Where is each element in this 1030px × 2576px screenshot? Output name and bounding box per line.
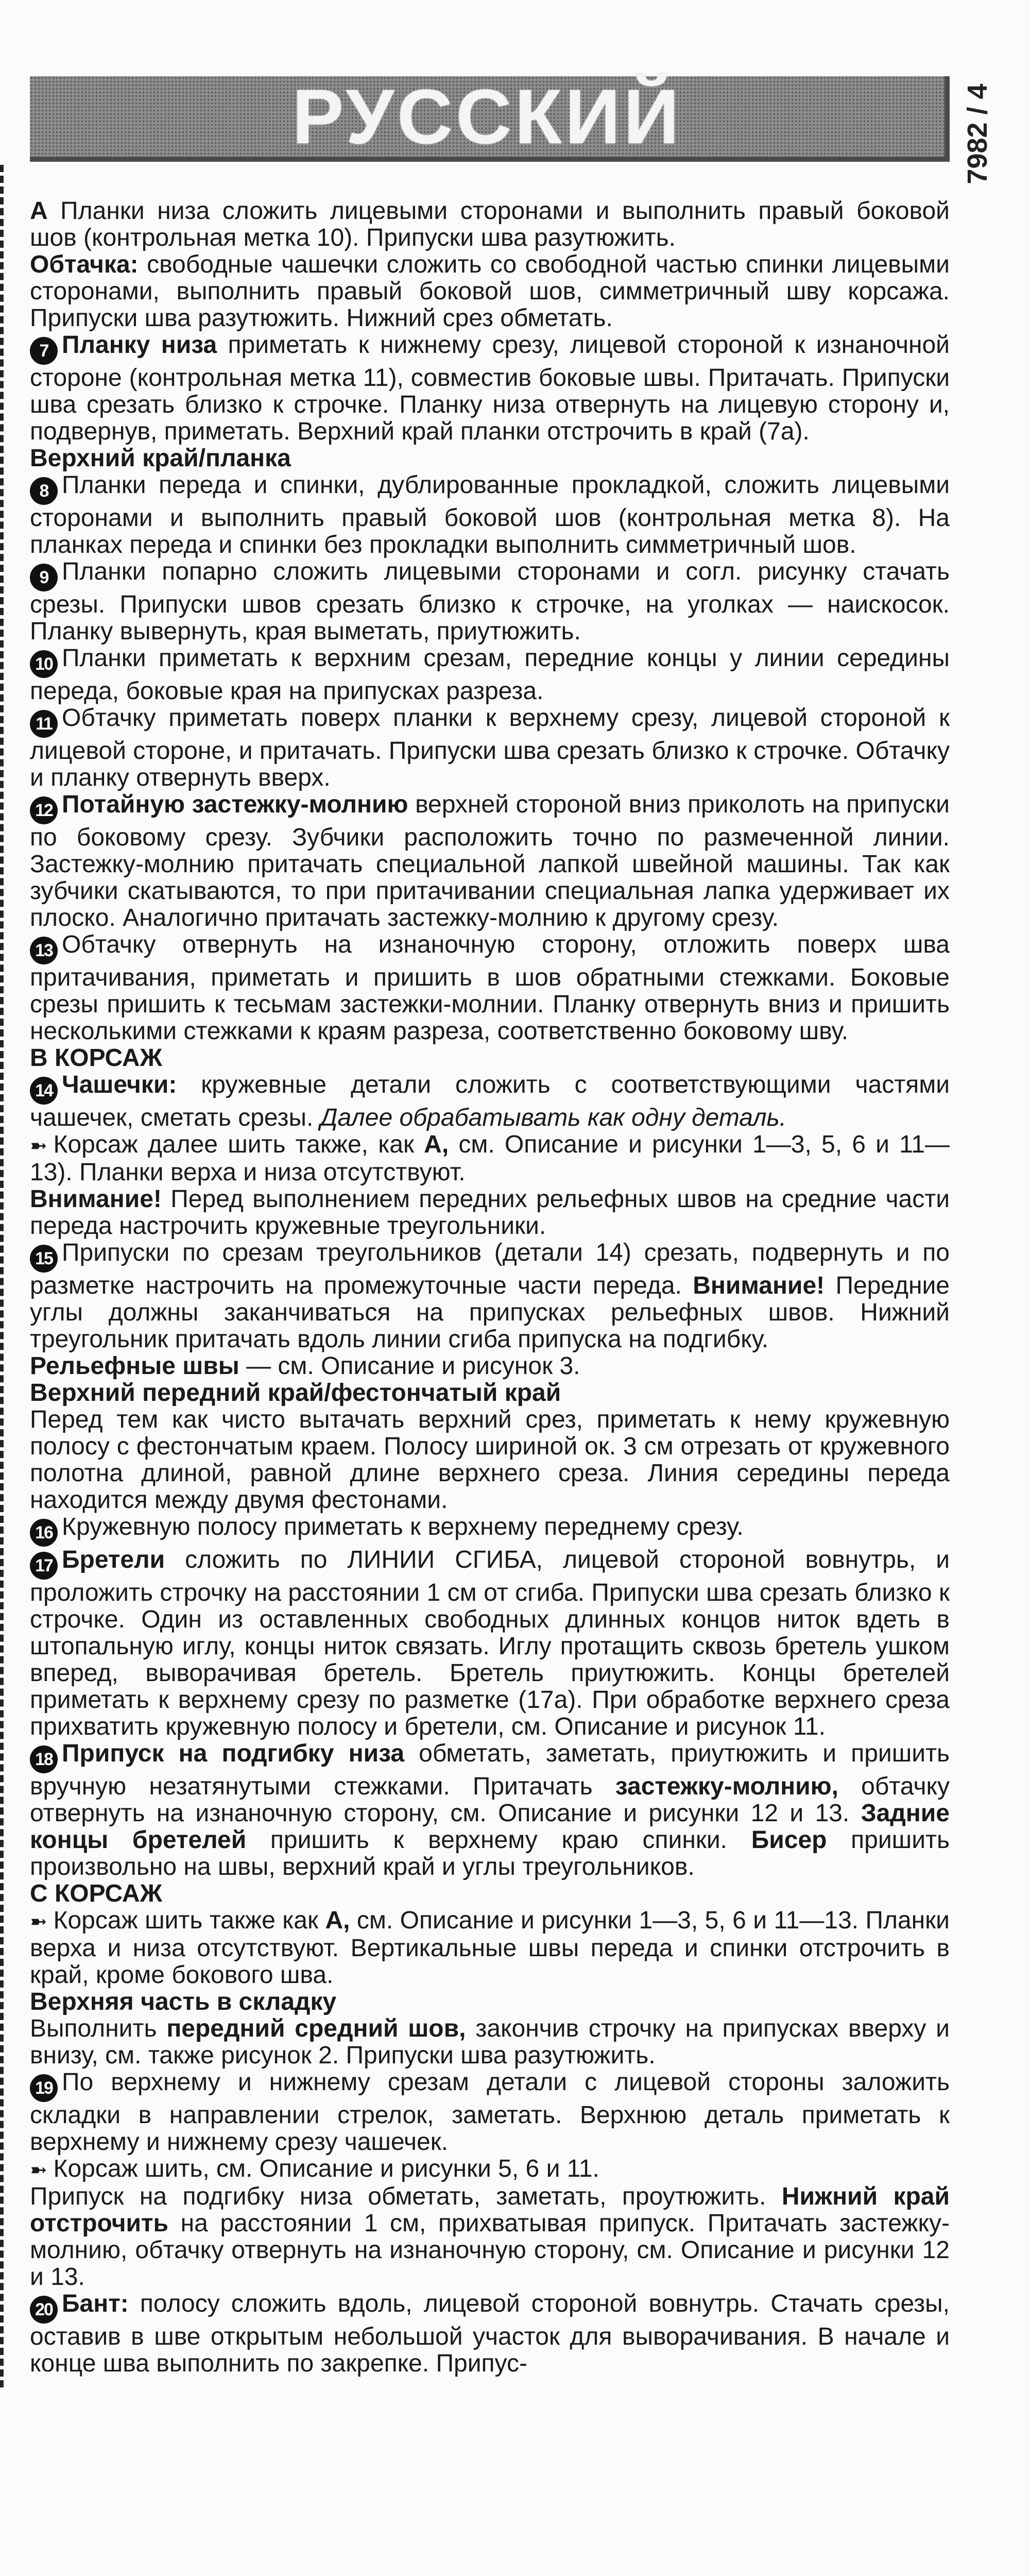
text-run: Припуск на подгибку низа обметать, заметать, проутюжить. <box>30 2183 782 2210</box>
step-number-badge: 15 <box>30 1245 58 1273</box>
text-run: С КОРСАЖ <box>30 1880 162 1907</box>
text-run: Корсаж шить, см. Описание и рисунки 5, 6 и 11. <box>53 2155 599 2182</box>
numbered-step <box>30 558 950 645</box>
text-run: Планки приметать к верхним срезам, передние концы у линии середины переда, боковые края на припусках разреза. <box>30 645 950 705</box>
bold-text: Бисер <box>751 1826 827 1854</box>
arrow-icon: ➼ <box>30 1910 47 1934</box>
step-number-badge: 10 <box>30 650 58 678</box>
text-run: свободные чашечки сложить со свободной частью спинки лицевыми сторонами, выполнить правый боковой шов, симметричный шву корсажа. Припуски шва разутюжить. Нижний срез обметать. <box>30 251 950 332</box>
text-run: см. Описание и рисунки 1—3, 5, 6 и 11—13). Планки верха и низа отсутствуют. <box>30 1131 950 1186</box>
paragraph <box>30 2015 950 2069</box>
numbered-step <box>30 2291 950 2377</box>
numbered-step <box>30 1072 950 1131</box>
step-number-badge: 16 <box>30 1519 58 1547</box>
section-heading <box>30 445 950 472</box>
bold-text: Припуск на подгибку низа <box>62 1740 405 1767</box>
paragraph <box>30 1406 950 1514</box>
paragraph <box>30 198 950 251</box>
text-run: на расстоянии 1 см, прихватывая припуск. Притачать застежку-молнию, обтачку отвернуть на изнаночную сторону, см. Описание и рисунки 12 и 13. <box>30 2210 950 2291</box>
text-run: сложить по ЛИНИИ СГИБА, лицевой стороной вовнутрь, и проложить строчку на расстоянии 1 см от сгиба. Припуски шва срезать близко к строчке. Один из оставленных свободных длинных концов ниток вдеть в штопальную иглу, концы ниток связать. Иглу протащить сквозь бретель ушком вперед, выворачивая бретель. Бретель приутюжить. Концы бретелей приметать к верхнему срезу по разметке (17а). При обработке верхнего среза прихватить кружевную полосу и бретели, см. Описание и рисунок 11. <box>30 1546 950 1740</box>
text-run: Планки попарно сложить лицевыми сторонами и согл. рисунку стачать срезы. Припуски швов срезать близко к строчке, на уголках — наискосок. Планку вывернуть, края выметать, приутюжить. <box>30 558 950 645</box>
text-run: пришить к верхнему краю спинки. <box>246 1826 751 1854</box>
step-number-badge: 13 <box>30 937 58 964</box>
dashed-cut-line <box>0 165 4 2387</box>
text-run: Верхний край/планка <box>30 445 291 472</box>
text-run: кружевные детали сложить с соответствующими частями чашечек, сметать срезы. <box>30 1071 950 1131</box>
bold-text: А <box>30 197 48 225</box>
step-number-badge: 9 <box>30 564 58 591</box>
text-run: Корсаж шить также как <box>53 1907 325 1934</box>
text-run: Перед выполнением передних рельефных швов на средние части переда настрочить кружевные треугольники. <box>30 1185 950 1240</box>
bold-text: Задние концы бретелей <box>30 1800 950 1854</box>
text-run: Верхний передний край/фестончатый край <box>30 1379 561 1406</box>
arrow-icon: ➼ <box>30 2158 47 2182</box>
text-run: обтачку отвернуть на изнаночную сторону, см. Описание и рисунки 12 и 13. <box>30 1773 950 1827</box>
step-number-badge: 20 <box>30 2296 58 2324</box>
instructions-text <box>30 198 950 2377</box>
section-heading <box>30 1880 950 1907</box>
text-run: Обтачку приметать поверх планки к верхнему срезу, лицевой стороной к лицевой стороне, и притачать. Припуски шва срезать близко к строчке. Обтачку и планку отвернуть вверх. <box>30 704 950 791</box>
text-run: Планки низа сложить лицевыми сторонами и выполнить правый боковой шов (контрольная метка 10). Припуски шва разутюжить. <box>30 197 950 251</box>
bold-text: Рельефные швы <box>30 1352 239 1380</box>
numbered-step <box>30 791 950 931</box>
section-title: РУССКИЙ <box>292 73 682 160</box>
arrow-icon: ➼ <box>30 1134 47 1158</box>
paragraph <box>30 1186 950 1240</box>
text-run: По верхнему и нижнему срезам детали с лицевой стороны заложить складки в направлении стрелок, заметать. Верхнюю деталь приметать к верхнему и нижнему срезу чашечек. <box>30 2069 950 2156</box>
text-run: Кружевную полосу приметать к верхнему переднему срезу. <box>62 1513 744 1540</box>
step-number-badge: 8 <box>30 477 58 505</box>
step-number-badge: 17 <box>30 1552 58 1580</box>
text-run: Далее обрабатывать как одну деталь. <box>320 1104 787 1131</box>
numbered-step <box>30 705 950 791</box>
section-heading <box>30 1380 950 1406</box>
bold-text: Бретели <box>62 1546 165 1573</box>
numbered-step <box>30 1740 950 1880</box>
section-heading <box>30 1045 950 1072</box>
paragraph <box>30 1353 950 1380</box>
paragraph <box>30 251 950 332</box>
step-number-badge: 19 <box>30 2074 58 2102</box>
text-run: Передние углы должны заканчиваться на припусках рельефных швов. Нижний треугольник притачать вдоль линии сгиба припуска на подгибку. <box>30 1272 950 1353</box>
text-run: Припуски по срезам треугольников (детали 14) срезать, подвернуть и по разметке настрочить на промежуточные части переда. <box>30 1239 950 1299</box>
bold-text: А, <box>424 1131 449 1158</box>
step-number-badge: 18 <box>30 1745 58 1773</box>
section-header-band <box>30 73 950 162</box>
bold-text: Чашечки: <box>62 1071 177 1098</box>
bold-text: А, <box>325 1907 350 1934</box>
paragraph <box>30 2156 950 2183</box>
numbered-step <box>30 645 950 705</box>
text-run: пришить произвольно на швы, верхний край и углы треугольников. <box>30 1826 950 1880</box>
text-run: В КОРСАЖ <box>30 1044 162 1072</box>
section-heading <box>30 1989 950 2015</box>
numbered-step <box>30 472 950 558</box>
text-run: Верхняя часть в складку <box>30 1988 337 2015</box>
numbered-step <box>30 2069 950 2156</box>
numbered-step <box>30 931 950 1045</box>
bold-text: Потайную застежку-молнию <box>62 791 408 818</box>
text-run: приметать к нижнему срезу, лицевой стороной к изнаночной стороне (контрольная метка 11), совместив боковые швы. Притачать. Припуски шва срезать близко к строчке. Планку низа отвернуть на лицевую сторону и, подвернув, приметать. Верхний край планки отстрочить в край (7а). <box>30 331 950 445</box>
paragraph <box>30 1907 950 1989</box>
paragraph <box>30 1131 950 1186</box>
text-run: закончив строчку на припусках вверху и внизу, см. также рисунок 2. Припуски шва разутюжить. <box>30 2015 950 2069</box>
step-number-badge: 7 <box>30 337 58 365</box>
text-run: полосу сложить вдоль, лицевой стороной вовнутрь. Стачать срезы, оставив в шве открытым небольшой участок для выворачивания. В начале и конце шва выполнить по закрепке. Припус- <box>30 2290 950 2377</box>
bold-text: Внимание! <box>30 1185 162 1213</box>
text-run: верхней стороной вниз приколоть на припуски по боковому срезу. Зубчики расположить точно по размеченной линии. Застежку-молнию притачать специальной лапкой швейной машины. Так как зубчики скатываются, то при притачивании специальная лапка удерживает их плоско. Аналогично притачать застежку-молнию к другому срезу. <box>30 791 950 931</box>
text-run: Обтачку отвернуть на изнаночную сторону, отложить поверх шва притачивания, приметать и пришить в шов обратными стежками. Боковые срезы пришить к тесьмам застежки-молнии. Планку отвернуть вниз и пришить несколькими стежками к краям разреза, соответственно боковому шву. <box>30 931 950 1045</box>
bold-text: Обтачка: <box>30 251 139 278</box>
paragraph <box>30 2183 950 2291</box>
bold-text: Внимание! <box>693 1272 825 1299</box>
text-run: см. Описание и рисунки 1—3, 5, 6 и 11—13. Планки верха и низа отсутствуют. Вертикальные швы переда и спинки отстрочить в край, кроме бокового шва. <box>30 1907 950 1989</box>
step-number-badge: 14 <box>30 1077 58 1105</box>
numbered-step <box>30 1240 950 1353</box>
text-run: обметать, заметать, приутюжить и пришить вручную незатянутыми стежками. Притачать <box>30 1740 950 1800</box>
numbered-step <box>30 332 950 445</box>
text-run: — см. Описание и рисунок 3. <box>239 1352 580 1380</box>
bold-text: Планку низа <box>62 331 217 359</box>
bold-text: Бант: <box>62 2290 129 2317</box>
pattern-code-text: 7982 / 4 <box>962 83 993 184</box>
text-run: Выполнить <box>30 2015 167 2042</box>
pattern-code <box>962 77 993 191</box>
bold-text: застежку-молнию, <box>615 1773 839 1800</box>
text-run: Корсаж далее шить также, как <box>53 1131 424 1158</box>
text-run: Перед тем как чисто вытачать верхний срез, приметать к нему кружевную полосу с фестончатым краем. Полосу шириной ок. 3 см отрезать от кружевного полотна длиной, равной длине верхнего среза. Линия середины переда находится между двумя фестонами. <box>30 1406 950 1514</box>
numbered-step <box>30 1514 950 1547</box>
step-number-badge: 11 <box>30 710 58 738</box>
step-number-badge: 12 <box>30 796 58 824</box>
numbered-step <box>30 1547 950 1740</box>
bold-text: Нижний край отстрочить <box>30 2183 950 2237</box>
bold-text: передний средний шов, <box>166 2015 466 2042</box>
text-run: Планки переда и спинки, дублированные прокладкой, сложить лицевыми сторонами и выполнить правый боковой шов (контрольная метка 8). На планках переда и спинки без прокладки выполнить симметричный шов. <box>30 471 950 558</box>
